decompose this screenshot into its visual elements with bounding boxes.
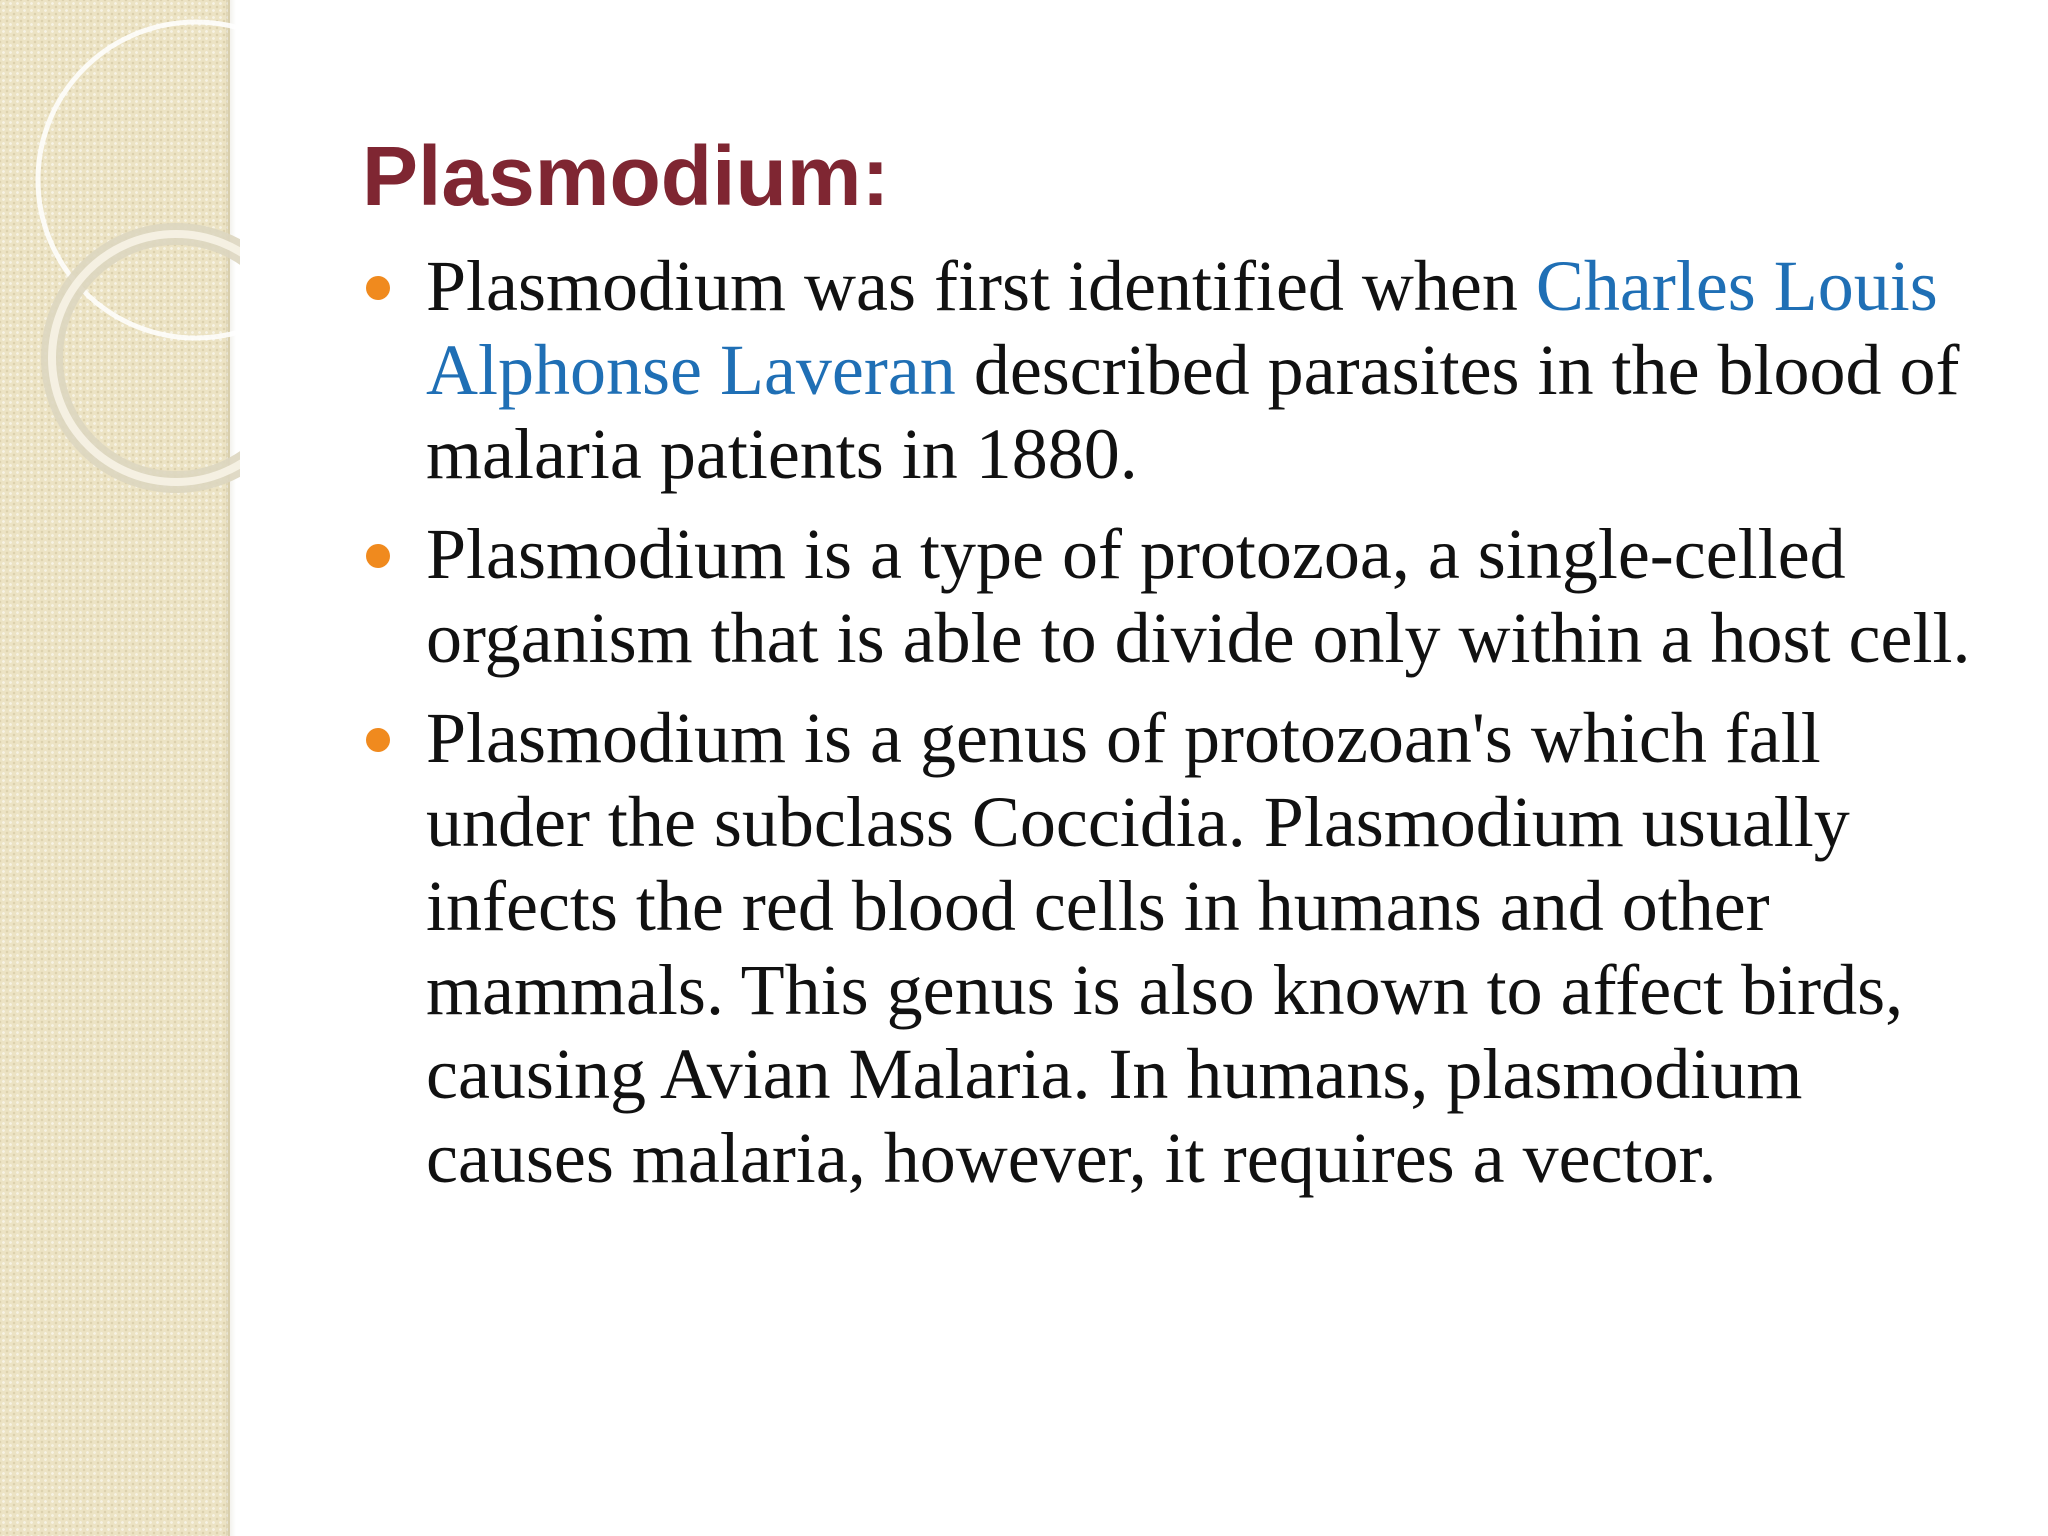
bullet-item-1 — [362, 244, 2002, 496]
bullet-3-text: Plasmodium is a genus of protozoan's which fall under the subclass Coccidia. Plasmodium usually infects the red blood cells in humans and other mammals. This genus is also known to affect birds, causing Avian Malaria. In humans, plasmodium causes malaria, however, it requires a vector. — [426, 698, 1904, 1198]
bullet-dot-icon — [366, 544, 390, 568]
decorative-rings — [0, 0, 240, 520]
bullet-item-2 — [362, 512, 2002, 680]
bullet-list — [362, 244, 2002, 1216]
bullet-1-text-end: described parasites in the blood of malaria patients in 1880. — [426, 330, 1960, 494]
bullet-dot-icon — [366, 728, 390, 752]
bullet-1-name-link: Charles Louis Alphonse Laveran — [426, 246, 1938, 410]
bullet-1-text-start: Plasmodium was first identified when — [426, 246, 1536, 326]
bullet-item-3 — [362, 696, 2002, 1200]
bullet-dot-icon — [366, 276, 390, 300]
bullet-2-text: Plasmodium is a type of protozoa, a single-celled organism that is able to divide only within a host cell. — [426, 514, 1971, 678]
ring-lower-outer — [52, 234, 240, 482]
slide-title: Plasmodium: — [362, 129, 890, 223]
